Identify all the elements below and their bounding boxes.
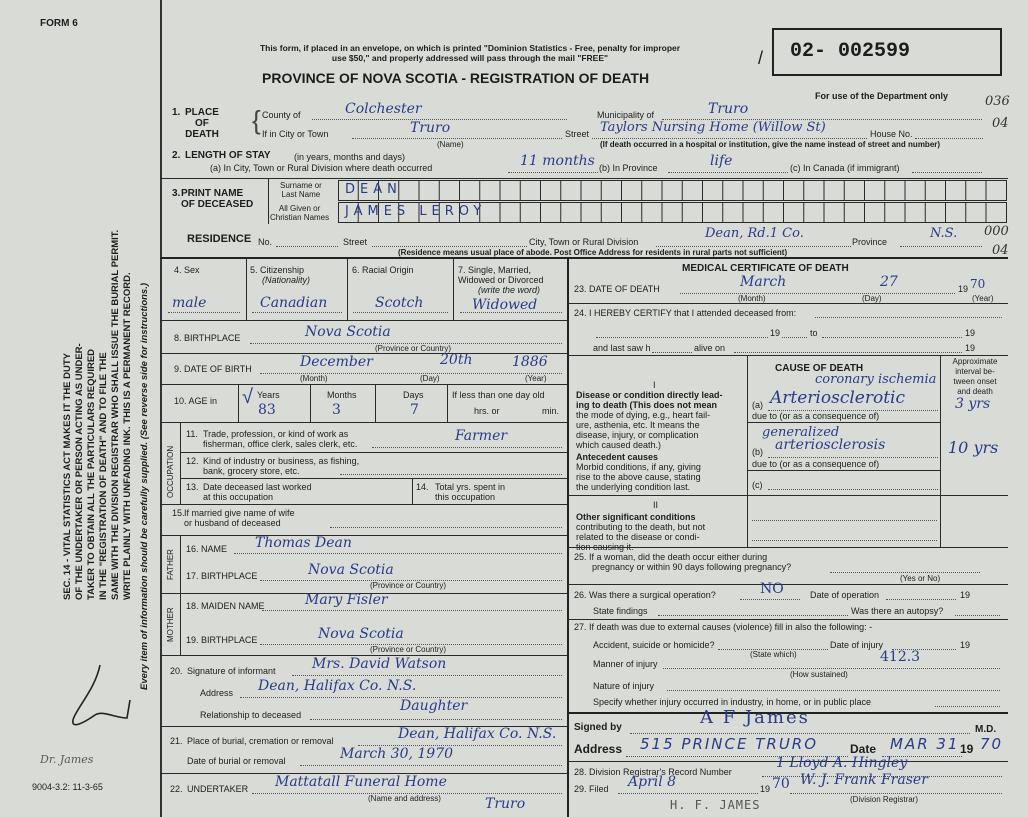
- total-years-label: Total yrs. spent in this occupation: [435, 482, 506, 502]
- birthplace-value: Nova Scotia: [305, 324, 391, 340]
- due-to-b: due to (or as a consequence of): [752, 459, 880, 469]
- municipality-value: Truro: [708, 101, 749, 117]
- birth-year-value: 1886: [512, 354, 548, 370]
- interval-label: Approximate interval be- tween onset and death: [952, 357, 998, 396]
- city-name-caption: (Name): [437, 140, 464, 149]
- death-year-prefix: 19: [958, 284, 969, 294]
- relationship-label: Relationship to deceased: [200, 710, 302, 720]
- house-number-label: House No.: [870, 129, 913, 139]
- s3-number: 3.: [172, 188, 181, 199]
- surgery-value: NO: [760, 581, 784, 597]
- registrar-caption: (Division Registrar): [850, 795, 919, 804]
- informant-label: Signature of informant: [187, 666, 276, 676]
- injury-year: 19: [960, 640, 971, 650]
- dept-code-4: 04: [992, 243, 1009, 258]
- length-of-stay-label: LENGTH OF STAY: [185, 150, 271, 161]
- cause-b-value: arteriosclerosis: [775, 437, 886, 453]
- yes-no-caption: (Yes or No): [900, 574, 941, 583]
- hospital-note: (If death occurred in a hospital or institution, give the name instead of street and number): [600, 140, 941, 149]
- mother-side-label: MOTHER: [166, 607, 175, 642]
- birth-day-value: 20th: [440, 352, 473, 368]
- cause-b-label: (b): [752, 447, 763, 457]
- certify-to-label: to: [810, 328, 818, 338]
- burial-date-label: Date of burial or removal: [187, 756, 286, 766]
- date-label: Date: [850, 742, 877, 756]
- other-conditions-label: contributing to the death, but not related to the disease or condi- tion causing it.: [576, 522, 706, 552]
- marital-status-value: Widowed: [472, 297, 538, 313]
- s2-number: 2.: [172, 150, 181, 161]
- informant-address-label: Address: [200, 688, 234, 698]
- birth-day-caption: (Day): [420, 374, 440, 383]
- filed-value: April 8: [628, 774, 677, 790]
- pregnancy-label: 25. If a woman, did the death occur either during pregnancy or within 90 days following pregnancy?: [574, 552, 792, 572]
- residence-note: (Residence means usual place of abode. Post Office Address for residents in rural parts not sufficient): [398, 248, 788, 257]
- part-one-label: I: [653, 380, 656, 390]
- statute-notice: SEC. 14 - VITAL STATISTICS ACT MAKES IT THE DUTY OF THE UNDERTAKER OR PERSON ACTING AS UNDER- TAKER TO OBTAIN ALL THE PARTICULARS REQUIRED IN THE "REGISTRATION OF DEATH" AND TO FILE THE SAME WITH THE DIVISION REGISTRAR WHO SHALL ISSUE THE BURIAL PERMIT. WRITE PLAINLY WITH UNFADING INK. THIS IS A PERMANENT RECORD.: [62, 229, 133, 600]
- father-birthplace-value: Nova Scotia: [308, 562, 394, 578]
- stay-local-value: 11 months: [520, 153, 595, 169]
- place-of-death-label: PLACE OF DEATH: [185, 107, 219, 140]
- autopsy-label: Was there an autopsy?: [851, 606, 944, 616]
- burial-place-label: Place of burial, cremation or removal: [187, 736, 334, 746]
- immediate-cause-label: Disease or condition directly lead- ing to death (This does not mean the mode of dying, e.g., heart fail- ure, asthenia, etc. It means the disease, injury, or complication which caused death.): [576, 390, 723, 450]
- relationship-value: Daughter: [400, 698, 468, 714]
- residence-province-value: N.S.: [930, 226, 958, 241]
- industry-label: Kind of industry or business, as fishing, bank, grocery store, etc.: [203, 456, 360, 476]
- death-month-value: March: [740, 274, 787, 290]
- last-saw-label: and last saw h: [593, 343, 651, 353]
- state-which-caption: (State which): [750, 650, 797, 659]
- registration-number: 02- 002599: [790, 40, 911, 63]
- operation-date-label: Date of operation: [810, 590, 880, 600]
- certify-label: 24. I HEREBY CERTIFY that I attended deceased from:: [574, 308, 797, 318]
- months-label: Months: [327, 390, 357, 400]
- mother-birthplace-caption: (Province or Country): [370, 645, 447, 654]
- form-number: FORM 6: [40, 18, 78, 29]
- mail-note: This form, if placed in an envelope, on which is printed "Dominion Statistics - Free, penalty for improper use $50," and properly addressed will pass through the mail "FREE": [259, 43, 681, 63]
- surname-value: DEAN: [345, 182, 402, 197]
- s22-number: 22.: [170, 784, 183, 794]
- certify-year-1: 19: [770, 328, 781, 338]
- date-value: MAR 31: [890, 735, 960, 753]
- undertaker-caption: (Name and address): [368, 794, 441, 803]
- md-label: M.D.: [975, 724, 997, 735]
- birthplace-label: BIRTHPLACE: [184, 333, 241, 343]
- part-two-label: II: [653, 500, 659, 510]
- cause-a-value: Arteriosclerotic: [770, 388, 905, 408]
- slash-mark: /: [758, 48, 764, 68]
- surgery-label: 26. Was there a surgical operation?: [574, 590, 716, 600]
- dept-code-3: 000: [984, 224, 1009, 239]
- dept-use-label: For use of the Department only: [815, 91, 949, 101]
- accident-label: Accident, suicide or homicide?: [593, 640, 715, 650]
- date-of-death-label: 23. DATE OF DEATH: [574, 284, 660, 294]
- margin-rule: [160, 0, 162, 817]
- s12-number: 12.: [186, 456, 199, 466]
- record-number-label: 28. Division Registrar's Record Number: [574, 767, 732, 777]
- city-value: Truro: [410, 120, 451, 136]
- sex-value: male: [172, 295, 207, 311]
- occupation-side-label: OCCUPATION: [166, 445, 175, 498]
- trade-value: Farmer: [455, 428, 508, 444]
- date-year-prefix: 19: [960, 742, 974, 756]
- record-number-value: 1 Lloyd A. Hingley: [776, 755, 908, 771]
- dept-code-2: 04: [992, 116, 1009, 131]
- due-to-a: due to (or as a consequence of): [752, 411, 880, 421]
- antecedent-label: Morbid conditions, if any, giving rise to the above cause, stating the underlying condition last.: [576, 462, 701, 492]
- s14-number: 14.: [416, 482, 429, 492]
- supply-notice: Every item of information should be carefully supplied. (See reverse side for instructions.): [139, 282, 150, 690]
- how-sustained-caption: (How sustained): [790, 670, 848, 679]
- trade-label: Trade, profession, or kind of work as fisherman, office clerk, sales clerk, etc.: [203, 429, 358, 449]
- years-value: 83: [258, 402, 276, 418]
- birth-year-caption: (Year): [525, 374, 547, 383]
- findings-label: State findings: [593, 606, 648, 616]
- street-label: Street: [565, 129, 590, 139]
- residence-label: RESIDENCE: [187, 233, 252, 245]
- cause-c-label: (c): [752, 480, 763, 490]
- surname-label: Surname or Last Name: [280, 181, 322, 199]
- interval-b-value: 10 yrs: [948, 438, 999, 457]
- racial-origin-label: 6. Racial Origin: [352, 265, 414, 275]
- residence-street-label: Street: [343, 237, 368, 247]
- residence-no-label: No.: [258, 237, 273, 247]
- signature-mark: [55, 660, 145, 750]
- days-label: Days: [403, 390, 424, 400]
- stay-province-label: (b) In Province: [599, 163, 658, 173]
- street-value: Taylors Nursing Home (Willow St): [600, 120, 826, 135]
- alive-year: 19: [965, 343, 976, 353]
- form-title: PROVINCE OF NOVA SCOTIA - REGISTRATION OF DEATH: [262, 70, 650, 86]
- injury-date-label: Date of injury: [830, 640, 884, 650]
- days-value: 7: [410, 402, 419, 418]
- months-value: 3: [332, 402, 341, 418]
- years-label: Years: [257, 390, 280, 400]
- father-birthplace-label: 17. BIRTHPLACE: [186, 571, 258, 581]
- cause-a-label: (a): [752, 400, 763, 410]
- signed-by-label: Signed by: [574, 722, 622, 733]
- other-conditions-title: Other significant conditions: [576, 512, 696, 522]
- father-name-value: Thomas Dean: [255, 535, 352, 551]
- signer-value: A F James: [700, 707, 810, 728]
- address-label: Address: [574, 742, 623, 756]
- certify-year-2: 19: [965, 328, 976, 338]
- s1-number: 1.: [172, 107, 181, 118]
- death-year-value: 70: [970, 277, 986, 291]
- spouse-label: If married give name of wife or husband of deceased: [184, 508, 295, 528]
- father-side-label: FATHER: [166, 549, 175, 580]
- mother-name-value: Mary Fisler: [305, 592, 388, 608]
- stay-province-value: life: [710, 153, 733, 169]
- filed-year-value: 70: [772, 776, 790, 792]
- antecedent-title: Antecedent causes: [576, 452, 659, 462]
- less-than-day-label: If less than one day old: [452, 390, 545, 400]
- print-name-label: PRINT NAME OF DECEASED: [181, 188, 254, 210]
- filed-label: 29. Filed: [574, 784, 609, 794]
- death-month-caption: (Month): [738, 294, 766, 303]
- informant-signature: Mrs. David Watson: [312, 656, 447, 672]
- birth-month-caption: (Month): [300, 374, 328, 383]
- residence-city-label: City, Town or Rural Division: [529, 237, 639, 247]
- citizenship-value: Canadian: [260, 295, 328, 311]
- s11-number: 11.: [186, 429, 198, 439]
- county-value: Colchester: [345, 101, 422, 117]
- hours-label: hrs. or: [474, 406, 500, 416]
- mother-name-label: 18. MAIDEN NAME: [186, 601, 265, 611]
- s13-number: 13.: [186, 482, 199, 492]
- mother-birthplace-value: Nova Scotia: [318, 626, 404, 642]
- form-code: 9004-3.2: 11-3-65: [32, 782, 103, 792]
- informant-address: Dean, Halifax Co. N.S.: [258, 678, 417, 694]
- specify-label: Specify whether injury occurred in industry, in home, or in public place: [593, 697, 871, 707]
- alive-on-label: alive on: [694, 343, 726, 353]
- father-birthplace-caption: (Province or Country): [370, 581, 447, 590]
- manner-label: Manner of injury: [593, 659, 658, 669]
- death-day-caption: (Day): [862, 294, 882, 303]
- racial-origin-value: Scotch: [375, 295, 424, 311]
- signature-scrawl: Dr. James: [40, 753, 94, 766]
- residence-city-value: Dean, Rd.1 Co.: [705, 226, 804, 241]
- birth-month-value: December: [300, 354, 373, 370]
- typed-name: H. F. JAMES: [670, 798, 761, 812]
- mother-birthplace-label: 19. BIRTHPLACE: [186, 635, 258, 645]
- father-name-label: 16. NAME: [186, 544, 228, 554]
- stay-local-label: (a) In City, Town or Rural Division where death occurred: [210, 163, 433, 173]
- sex-label: Sex: [184, 265, 200, 275]
- operation-year: 19: [960, 590, 971, 600]
- burial-date-value: March 30, 1970: [340, 746, 454, 762]
- city-label: If in City or Town: [262, 129, 329, 139]
- date-of-birth-label: DATE OF BIRTH: [184, 364, 252, 374]
- age-label: AGE in: [188, 396, 218, 406]
- municipality-label: Municipality of: [597, 110, 655, 120]
- s20-number: 20.: [170, 666, 183, 676]
- residence-province-label: Province: [852, 237, 888, 247]
- citizenship-label: 5. Citizenship (Nationality): [250, 265, 311, 285]
- manner-value: 412.3: [880, 649, 921, 665]
- birthplace-caption: (Province or Country): [375, 344, 452, 353]
- dept-code-1: 036: [985, 94, 1010, 109]
- given-names-value: JAMES LEROY: [345, 204, 487, 219]
- undertaker-label: UNDERTAKER: [187, 784, 249, 794]
- length-of-stay-sub: (in years, months and days): [294, 152, 406, 162]
- registrar-signature: W. J. Frank Fraser: [800, 772, 928, 788]
- medical-certificate-title: MEDICAL CERTIFICATE OF DEATH: [682, 263, 849, 274]
- given-names-label: All Given or Christian Names: [270, 204, 330, 222]
- nature-label: Nature of injury: [593, 681, 655, 691]
- cause-a-note: coronary ischemia: [815, 372, 937, 387]
- s15-number: 15.: [172, 508, 185, 518]
- brace: {: [252, 105, 261, 135]
- undertaker-value: Mattatall Funeral Home: [275, 774, 447, 790]
- years-checkmark: √: [242, 386, 253, 408]
- filed-year-prefix: 19: [760, 784, 771, 794]
- cause-b-note: generalized: [762, 425, 840, 440]
- county-label: County of: [262, 110, 301, 120]
- burial-place-value: Dean, Halifax Co. N.S.: [398, 726, 557, 742]
- s21-number: 21.: [170, 736, 183, 746]
- undertaker-town: Truro: [485, 796, 526, 812]
- cause-of-death-title: CAUSE OF DEATH: [775, 363, 864, 374]
- address-value: 515 PRINCE TRURO: [640, 735, 819, 753]
- last-worked-label: Date deceased last worked at this occupation: [203, 482, 312, 502]
- external-causes-label: 27. If death was due to external causes (violence) fill in also the following: -: [574, 622, 873, 632]
- death-day-value: 27: [880, 274, 898, 290]
- marital-status-label: 7. Single, Married, Widowed or Divorced (write the word): [458, 265, 544, 295]
- stay-canada-label: (c) In Canada (if immigrant): [790, 163, 900, 173]
- interval-a-value: 3 yrs: [955, 396, 991, 412]
- death-year-caption: (Year): [972, 294, 994, 303]
- minutes-label: min.: [542, 406, 560, 416]
- date-year-value: 70: [980, 735, 1004, 753]
